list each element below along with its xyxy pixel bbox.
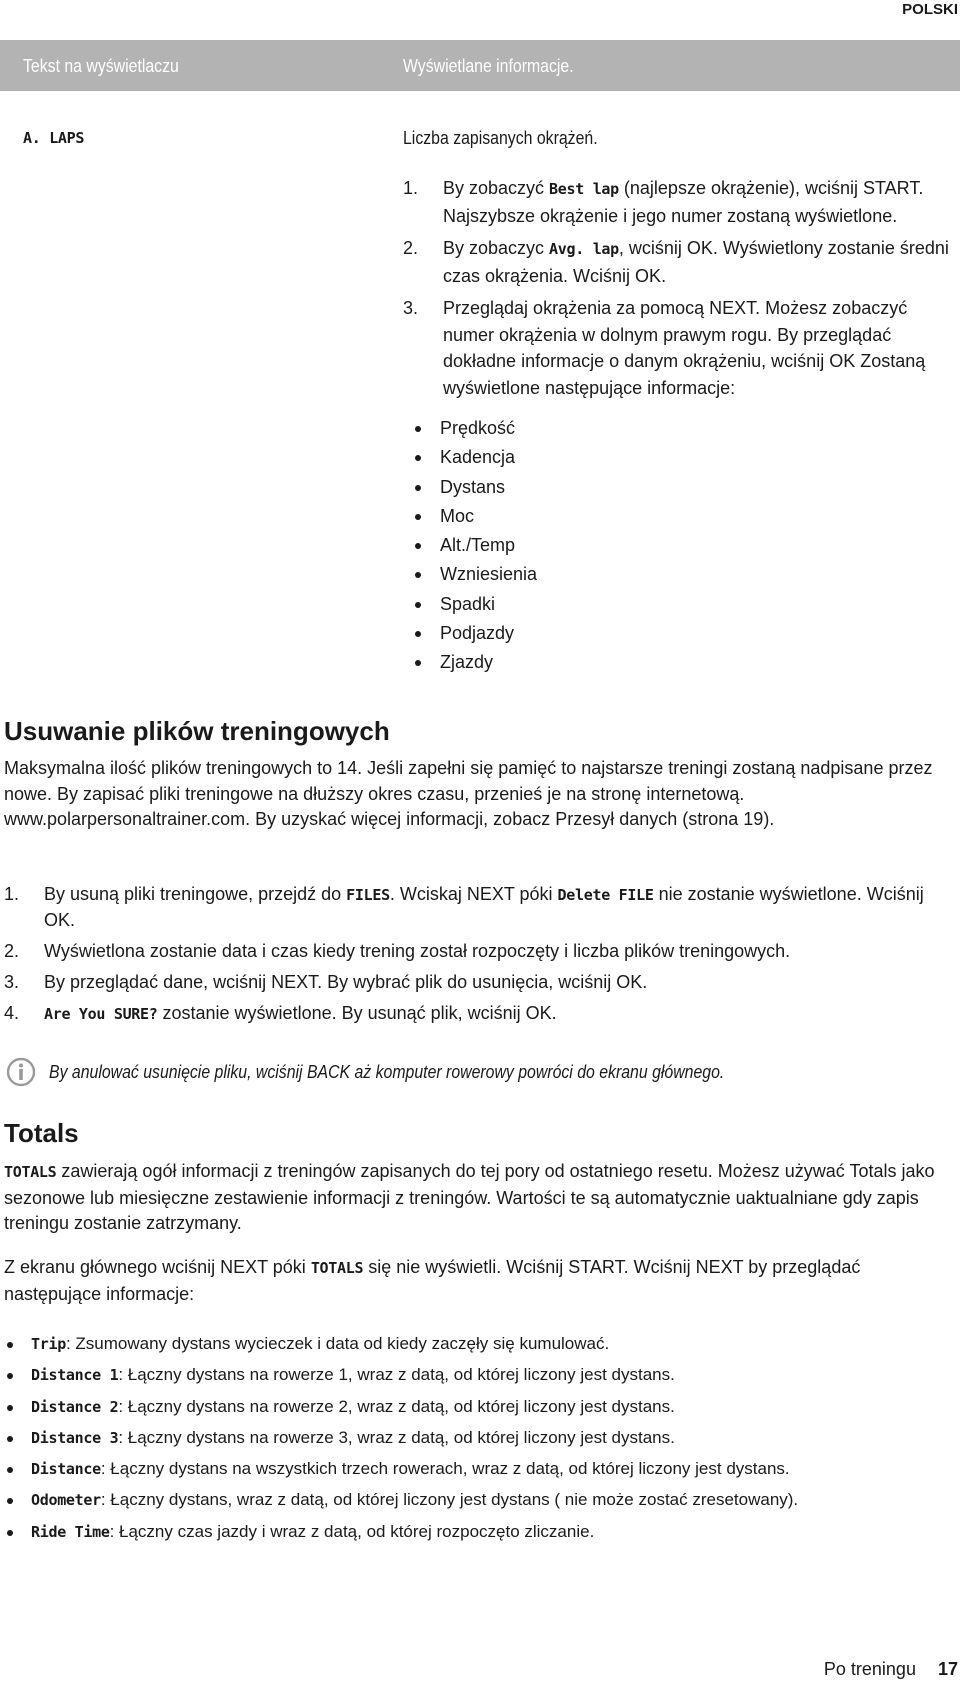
list-item: [31, 1365, 960, 1396]
page-footer: [824, 1659, 958, 1680]
list-item: Spadki: [440, 594, 537, 623]
step-text: By zobaczyc: [443, 238, 550, 258]
item-text: : Zsumowany dystans wycieczek i data od kiedy zaczęły się kumulować.: [65, 1334, 610, 1353]
list-item: [4, 939, 944, 964]
column-header-display-text: Tekst na wyświetlaczu: [23, 56, 179, 76]
item-text: : Łączny dystans na rowerze 1, wraz z datą, od której liczony jest dystans.: [118, 1365, 675, 1385]
page-number: 17: [937, 1659, 958, 1679]
totals-info-list: [31, 1334, 960, 1553]
laps-steps: [403, 175, 960, 407]
delete-files-paragraph: Maksymalna ilość plików treningowych to 14. Jeśli zapełni się pamięć to najstarsze treningi zostaną nadpisane przez nowe. By zapisać pliki treningowe na dłuższy okres czasu, przenieś je na stronę internetową. www.polarpersonaltrainer.com. By uzyskać więcej informacji, zobacz Przesył danych (strona 19).: [4, 758, 933, 829]
display-code: Trip: [31, 1335, 66, 1353]
item-text: : Łączny dystans na rowerze 3, wraz z datą, od której liczony jest dystans.: [118, 1427, 675, 1447]
list-item: [31, 1522, 960, 1553]
list-item: Alt./Temp: [440, 535, 537, 564]
display-text-laps: A. LAPS: [23, 129, 85, 147]
step-number: 1.: [4, 884, 20, 904]
list-item: [31, 1428, 960, 1459]
list-item: [4, 1001, 944, 1027]
step-text: Wyświetlona zostanie data i czas kiedy trening został rozpoczęty i liczba plików treningowych.: [44, 941, 791, 961]
item-text: : Łączny dystans na wszystkich trzech rowerach, wraz z datą, od której liczony jest dystans.: [100, 1459, 790, 1479]
step-text: zostanie wyświetlone. By usunąć plik, wciśnij OK.: [157, 1003, 557, 1023]
display-code: TOTALS: [310, 1259, 364, 1277]
display-code: Distance: [31, 1460, 101, 1479]
step-text: By przeglądać dane, wciśnij NEXT. By wybrać plik do usunięcia, wciśnij OK.: [44, 972, 648, 992]
laps-description: Liczba zapisanych okrążeń.: [403, 128, 598, 148]
list-item: [4, 882, 944, 933]
display-code: Best lap: [549, 180, 619, 198]
list-item: [31, 1490, 960, 1521]
section-heading-totals: Totals: [4, 1118, 79, 1148]
display-code: FILES: [346, 886, 390, 904]
info-icon: [6, 1057, 36, 1087]
display-code: Avg. lap: [549, 240, 619, 258]
display-code: Odometer: [31, 1491, 101, 1510]
display-code: Distance 3: [31, 1428, 119, 1447]
note-text: By anulować usunięcie pliku, wciśnij BACK aż komputer rowerowy powróci do ekranu głównego.: [49, 1061, 725, 1082]
list-item: [4, 970, 944, 995]
step-number: 3.: [403, 298, 419, 318]
item-text: : Łączny dystans na rowerze 2, wraz z datą, od której liczony jest dystans.: [118, 1396, 675, 1416]
display-code: Distance 1: [31, 1366, 119, 1385]
list-item: Kadencja: [440, 447, 537, 476]
paragraph-text: Z ekranu głównego wciśnij NEXT póki: [4, 1257, 311, 1277]
step-number: 2.: [4, 941, 20, 961]
step-number: 1.: [403, 178, 419, 198]
list-item: [31, 1334, 960, 1365]
table-header: [0, 40, 960, 91]
list-item: [31, 1397, 960, 1428]
list-item: [403, 235, 960, 289]
delete-files-steps: [4, 882, 944, 1033]
lap-info-list: [440, 418, 537, 682]
display-code: TOTALS: [4, 1163, 57, 1181]
step-text: nie zostanie wyświetlone. Wciśnij OK.: [44, 884, 924, 930]
footer-section: Po treningu: [823, 1659, 916, 1679]
list-item: [31, 1459, 960, 1490]
list-item: [403, 295, 960, 401]
item-text: : Łączny dystans, wraz z datą, od której liczony jest dystans ( nie może zostać zresetowany).: [100, 1490, 799, 1510]
step-text: By usuną pliki treningowe, przejdź do: [44, 884, 347, 904]
language-label: POLSKI: [902, 1, 958, 18]
step-text: , wciśnij OK. Wyświetlony zostanie średni czas okrążenia. Wciśnij OK.: [443, 238, 949, 286]
section-heading-delete-files: Usuwanie plików treningowych: [4, 716, 390, 746]
list-item: Prędkość: [440, 418, 537, 447]
step-text: (najlepsze okrążenie), wciśnij START. Najszybsze okrążenie i jego numer zostaną wyświetlone.: [443, 178, 924, 226]
step-text: Przeglądaj okrążenia za pomocą NEXT. Możesz zobaczyć numer okrążenia w dolnym prawym rogu. By przeglądać dokładne informacje o danym okrążeniu, wciśnij OK Zostaną wyświetlone następujące informacje:: [443, 298, 926, 398]
display-code: Ride Time: [31, 1522, 110, 1541]
column-header-displayed-info: Wyświetlane informacje.: [403, 56, 574, 76]
list-item: Moc: [440, 506, 537, 535]
step-text: . Wciskaj NEXT póki: [389, 884, 558, 904]
paragraph-text: zawierają ogół informacji z treningów zapisanych do tej pory od ostatniego resetu. Możesz używać Totals jako sezonowe lub miesięczne zestawienie informacji z treningów. Wartości te są automatycznie uaktualniane gdy zapis treningu zostanie zatrzymany.: [4, 1161, 935, 1233]
totals-paragraph-1: [4, 1159, 944, 1237]
display-code: Distance 2: [31, 1397, 119, 1416]
info-note: [6, 1057, 816, 1087]
step-number: 3.: [4, 972, 20, 992]
totals-paragraph-2: [4, 1255, 944, 1307]
list-item: Podjazdy: [440, 623, 537, 652]
paragraph-text: się nie wyświetli. Wciśnij START. Wciśnij NEXT by przeglądać następujące informacje:: [4, 1257, 861, 1304]
step-number: 2.: [403, 238, 419, 258]
display-code: Delete FILE: [557, 886, 654, 904]
step-text: By zobaczyć: [443, 178, 550, 198]
list-item: Dystans: [440, 477, 537, 506]
item-text: : Łączny czas jazdy i wraz z datą, od której rozpoczęto zliczanie.: [109, 1521, 595, 1541]
list-item: Wzniesienia: [440, 564, 537, 593]
list-item: Zjazdy: [440, 652, 537, 681]
step-number: 4.: [4, 1003, 20, 1023]
list-item: [403, 175, 960, 229]
display-code: Are You SURE?: [44, 1005, 158, 1023]
